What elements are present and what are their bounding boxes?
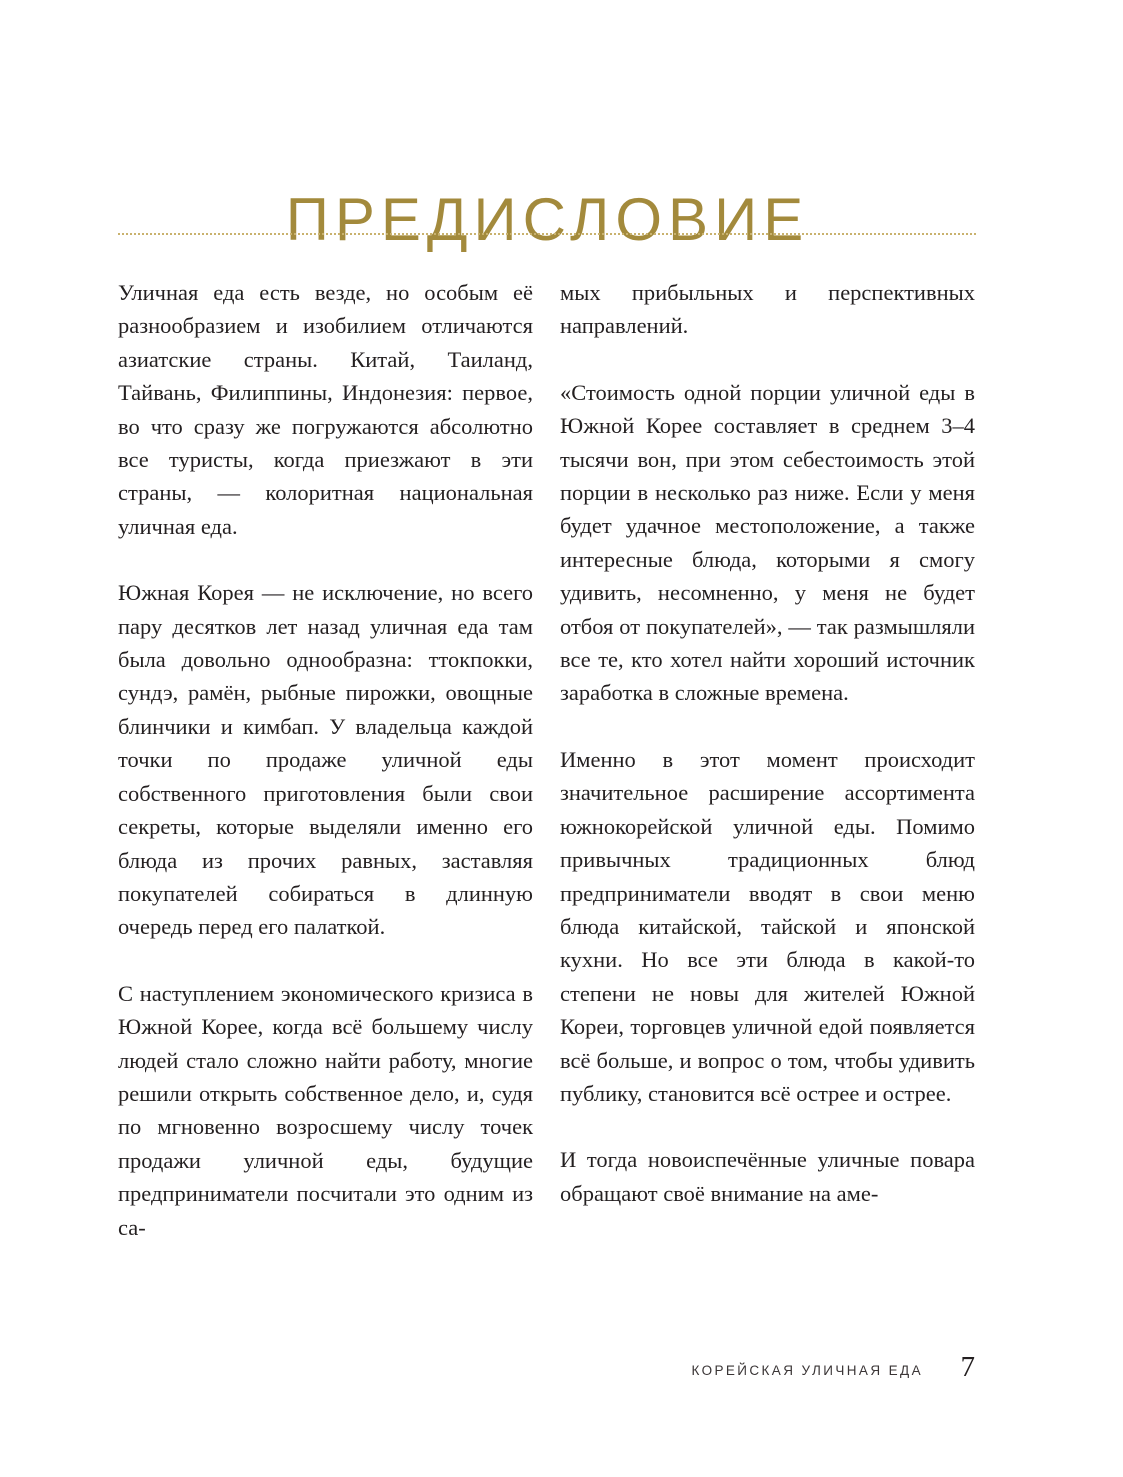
- page-number: 7: [960, 1351, 975, 1383]
- text-column-left: [118, 276, 533, 1277]
- text-column-right: [560, 276, 975, 1243]
- page-footer: [0, 1351, 978, 1385]
- paragraph: Именно в этот момент происходит значительное расширение ассортимента южнокорейской уличной еды. Помимо привычных традиционных блюд предприниматели вводят в свои меню блюда китайской, тайской и японской кухни. Но все эти блюда в какой-то степени не новы для жителей Южной Кореи, торговцев уличной едой появляется всё больше, и вопрос о том, чтобы удивить публику, становится всё острее и острее.: [560, 746, 975, 1106]
- paragraph: мых прибыльных и перспективных направлений.: [560, 280, 975, 339]
- page-title: ПРЕДИСЛОВИЕ: [285, 186, 810, 254]
- paragraph: «Стоимость одной порции уличной еды в Южной Корее составляет в среднем 3–4 тысячи вон, при этом себестоимость этой порции в несколько раз ниже. Если у меня будет удачное местоположение, а также интересные блюда, которыми я смогу удивить, несомненно, у меня не будет отбоя от покупателей», — так размышляли все те, кто хотел найти хороший источник заработка в сложные времена.: [560, 379, 975, 706]
- title-divider: [118, 233, 976, 235]
- paragraph: Южная Корея — не исключение, но всего пару десятков лет назад уличная еда там была довольно однообразна: ттокпокки, сундэ, рамён, рыбные пирожки, овощные блинчики и кимбап. У владельца каждой точки по продаже уличной еды собственного приготовления были свои секреты, которые выделяли именно его блюда из прочих равных, заставляя покупателей собираться в длинную очередь перед его палаткой.: [118, 580, 533, 940]
- paragraph: С наступлением экономического кризиса в Южной Корее, когда всё большему числу людей стало сложно найти работу, многие решили открыть собственное дело, и, судя по мгновенно возросшему числу точек продажи уличной еды, будущие предприниматели посчитали это одним из са-: [118, 980, 533, 1240]
- paragraph: И тогда новоиспечённые уличные повара обращают своё внимание на аме-: [560, 1147, 975, 1206]
- paragraph: Уличная еда есть везде, но особым её разнообразием и изобилием отличаются азиатские страны. Китай, Таиланд, Тайвань, Филиппины, Индонезия: первое, во что сразу же погружаются абсолютно все туристы, когда приезжают в эти страны, — колоритная национальная уличная еда.: [118, 280, 533, 539]
- running-footer-title: КОРЕЙСКАЯ УЛИЧНАЯ ЕДА: [691, 1363, 923, 1378]
